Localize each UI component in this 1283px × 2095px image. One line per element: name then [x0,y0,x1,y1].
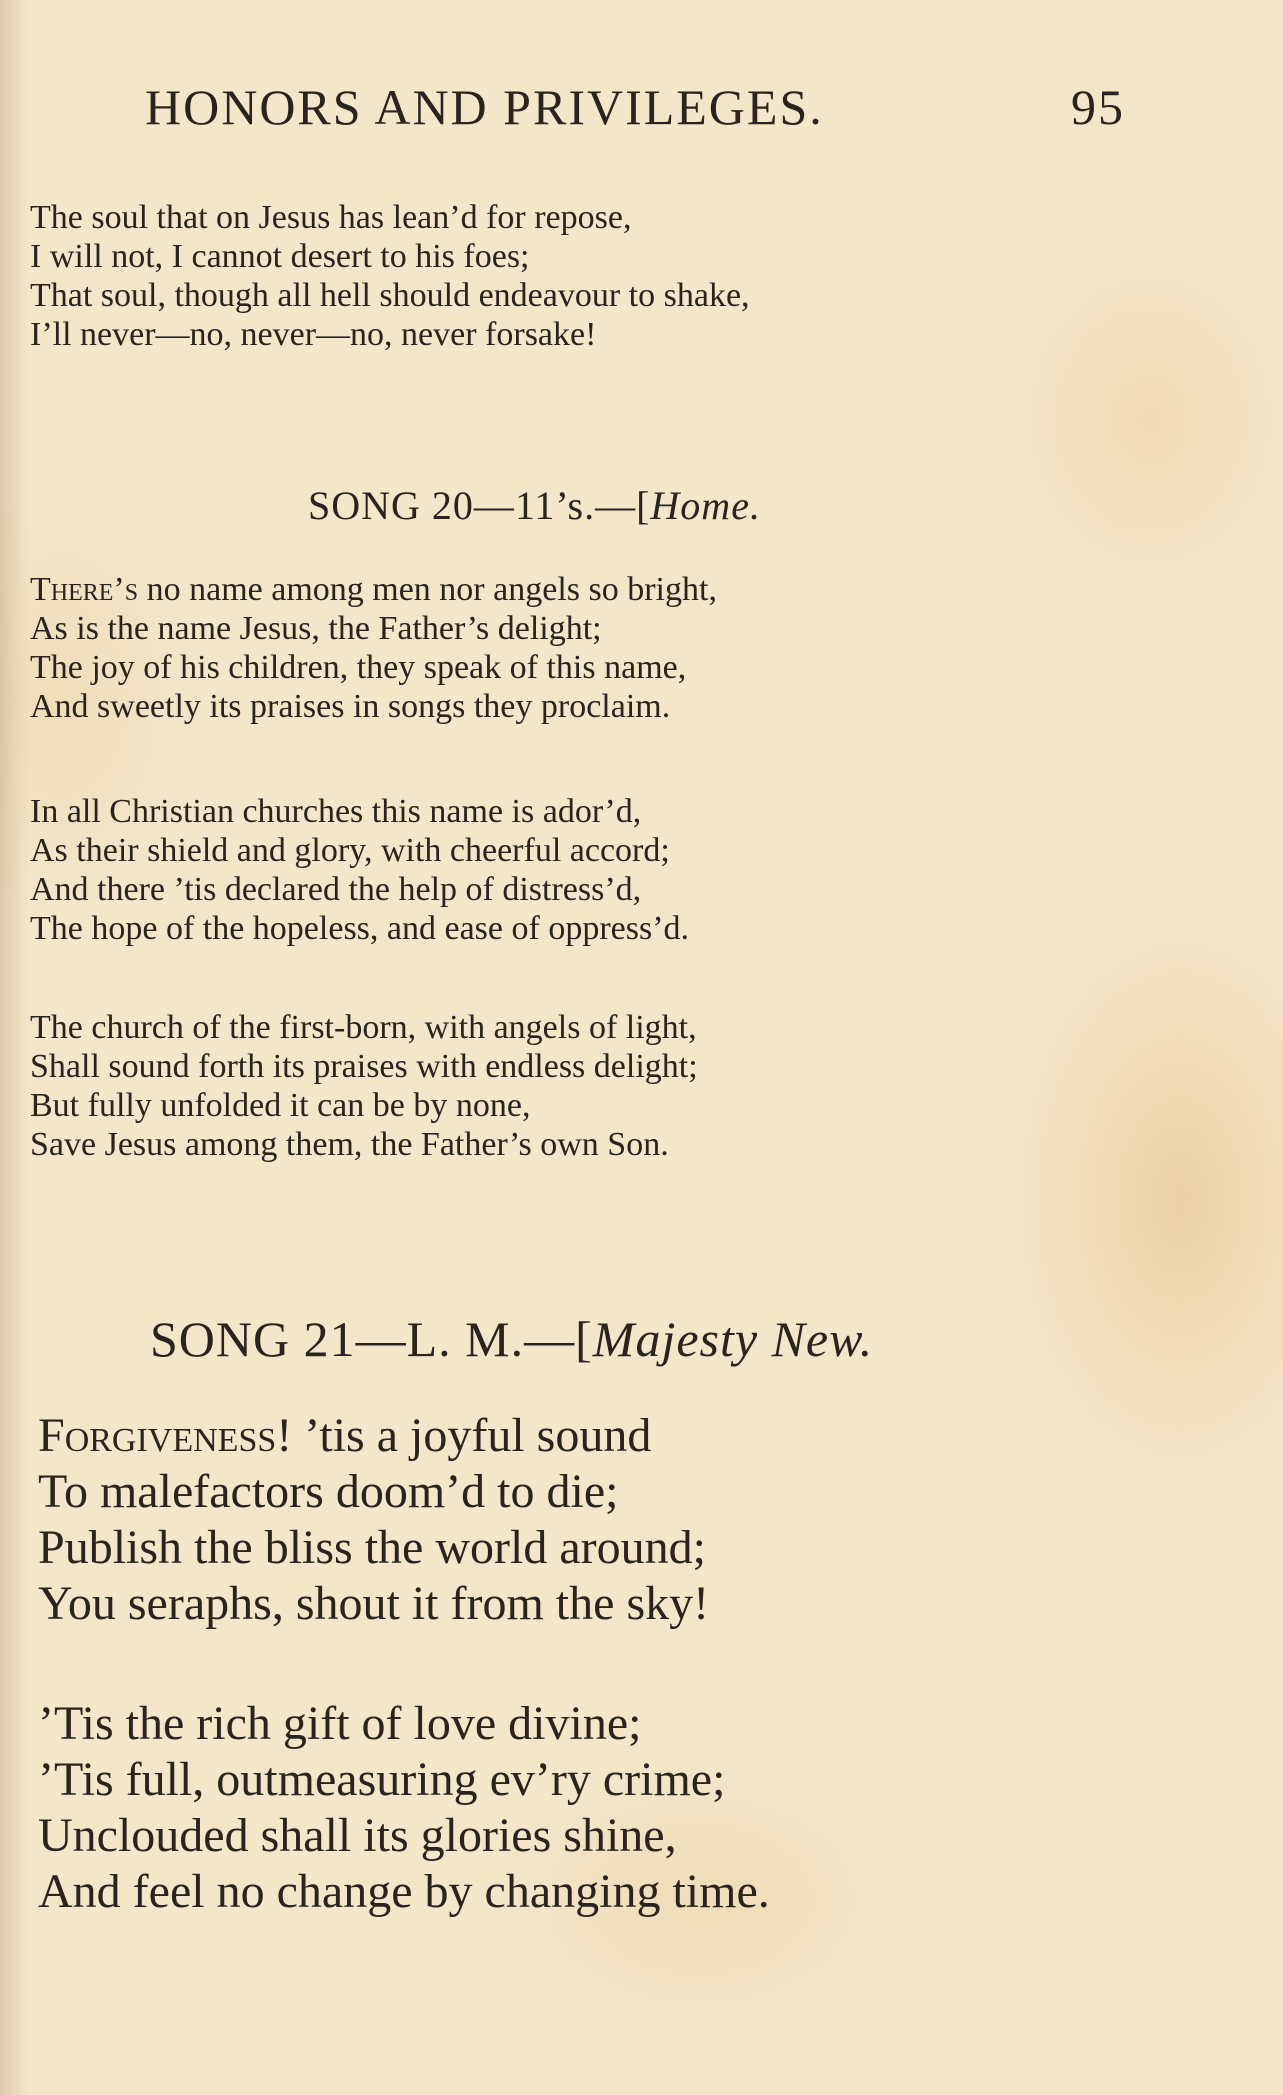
page-number: 95 [1071,79,1125,135]
verse-line: As their shield and glory, with cheerful accord; [30,832,670,869]
verse-line: I will not, I cannot desert to his foes; [30,238,530,275]
running-head [145,78,1125,138]
verse-line: The soul that on Jesus has lean’d for repose, [30,199,632,236]
verse-line: And sweetly its praises in songs they proclaim. [30,688,671,725]
running-head-title: HONORS AND PRIVILEGES. [145,79,824,135]
verse-line-rest: ! ’tis a joyful sound [276,1409,652,1462]
verse-line: Publish the bliss the world around; [38,1521,706,1574]
verse-line [30,570,717,609]
verse-line [38,1408,709,1464]
verse-line: And there ’tis declared the help of distress’d, [30,871,642,908]
song-20-stanza-3 [30,1008,698,1164]
song-20-number: SONG 20—11’s.—[ [308,483,651,528]
verse-line: And feel no change by changing time. [38,1865,770,1918]
verse-line: You seraphs, shout it from the sky! [38,1577,710,1630]
verse-line: Save Jesus among them, the Father’s own Son. [30,1126,669,1163]
verse-line: Unclouded shall its glories shine, [38,1809,677,1862]
verse-line: The hope of the hopeless, and ease of oppress’d. [30,910,690,947]
verse-line: ’Tis full, outmeasuring ev’ry crime; [38,1753,726,1806]
verse-line-rest: no name among men nor angels so bright, [138,571,717,608]
verse-line: I’ll never—no, never—no, never forsake! [30,316,597,353]
verse-line: The church of the first-born, with angels of light, [30,1009,697,1046]
song-20-heading [308,482,761,529]
binding-shadow [0,0,28,2095]
song-21-heading [150,1310,873,1368]
song-21-tune: Majesty New. [592,1311,874,1367]
verse-line: But fully unfolded it can be by none, [30,1087,531,1124]
verse-line: To malefactors doom’d to die; [38,1465,619,1518]
verse-line: ’Tis the rich gift of love divine; [38,1697,642,1750]
stanza-top [30,198,750,354]
song-20-stanza-1 [30,570,717,726]
verse-first-word: Forgiveness [38,1409,277,1462]
song-20-stanza-2 [30,792,689,948]
verse-line: In all Christian churches this name is ador’d, [30,793,642,830]
song-21-number: SONG 21—L. M.—[ [150,1311,593,1367]
verse-first-word: There’s [30,571,139,608]
verse-line: As is the name Jesus, the Father’s delight; [30,610,602,647]
song-21-stanza-2 [38,1696,770,1920]
song-21-stanza-1 [38,1408,709,1632]
verse-line: That soul, though all hell should endeavour to shake, [30,277,750,314]
verse-line: The joy of his children, they speak of this name, [30,649,687,686]
song-20-tune: Home. [650,483,761,528]
verse-line: Shall sound forth its praises with endless delight; [30,1048,698,1085]
